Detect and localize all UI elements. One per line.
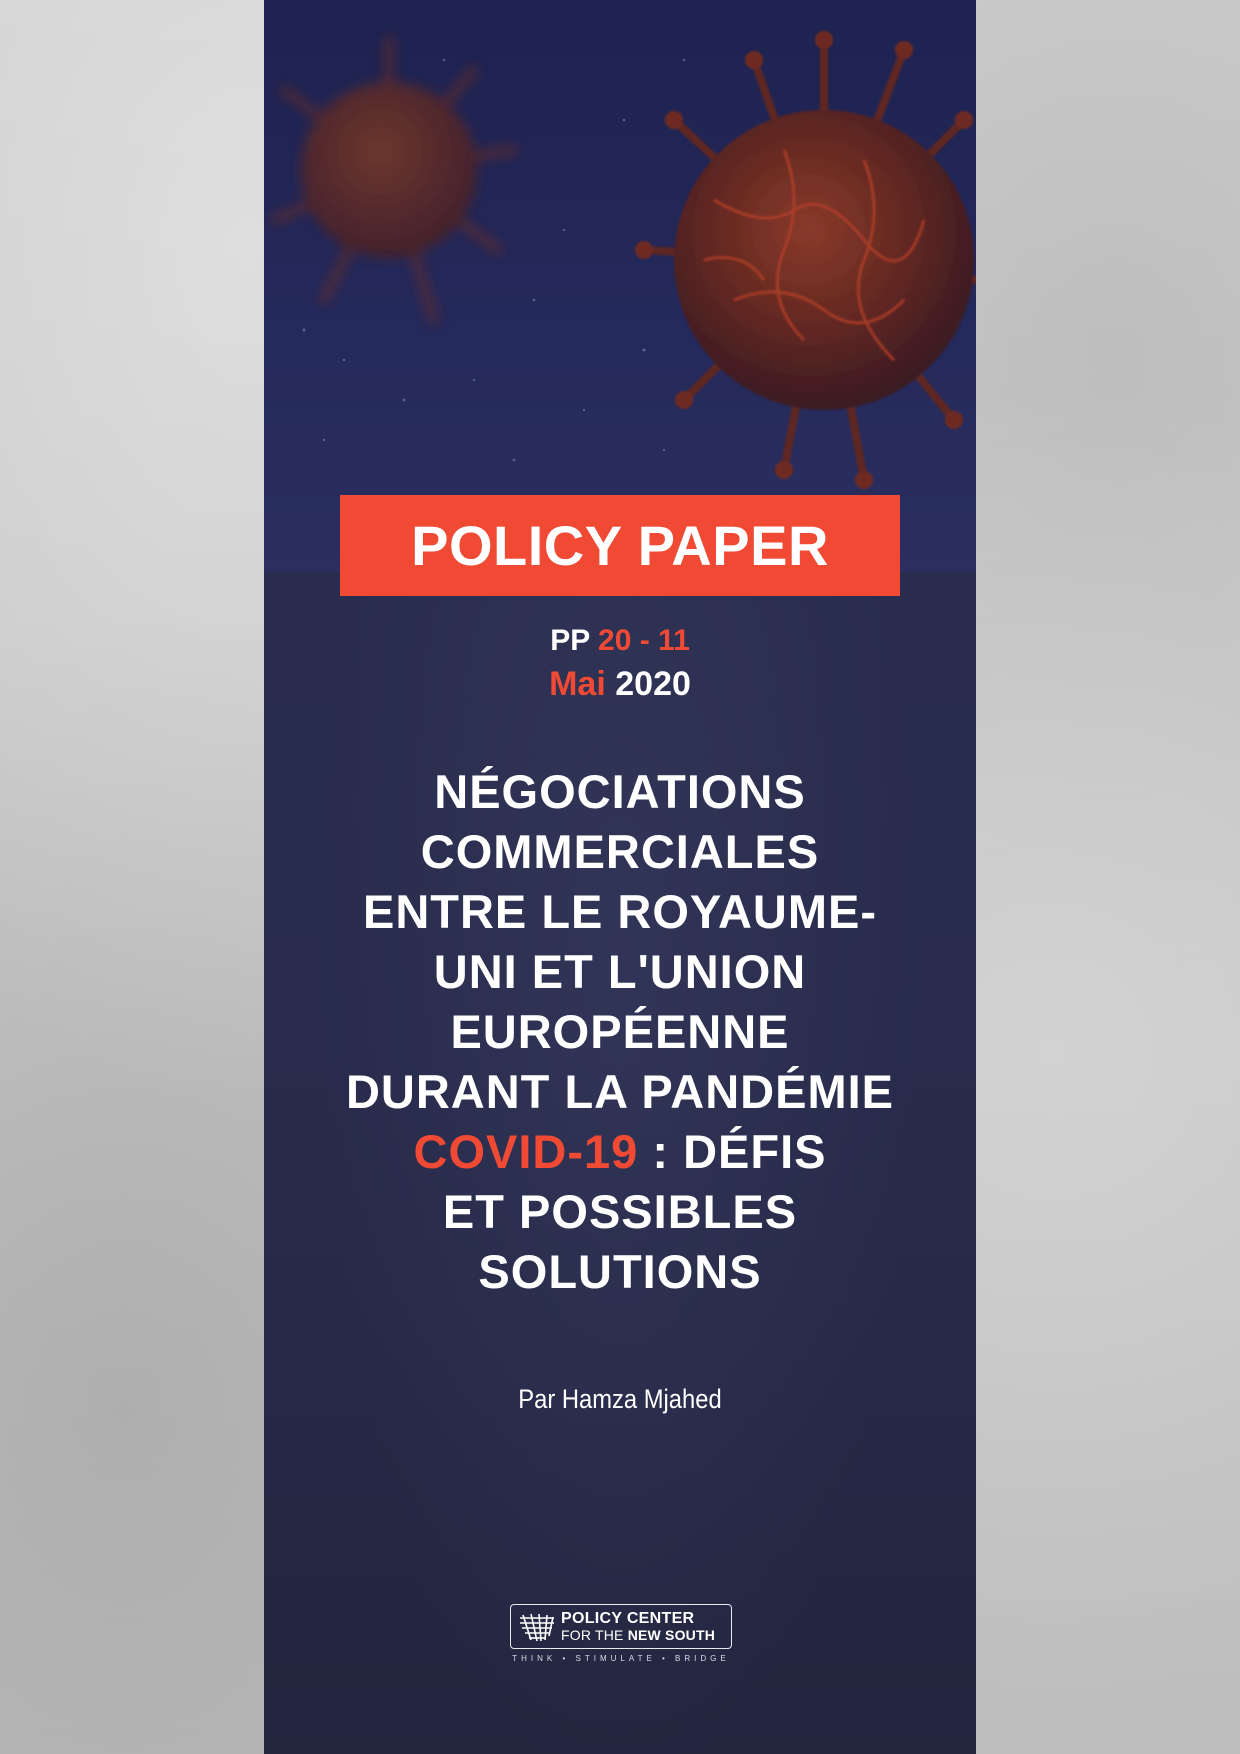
title-line: EUROPÉENNE [450, 1005, 790, 1058]
title-line-highlight [284, 1122, 956, 1182]
logo-line2-regular: FOR THE [561, 1627, 628, 1643]
title-line: COMMERCIALES [420, 825, 820, 878]
title-covid-highlight: COVID-19 [413, 1125, 639, 1178]
badge-label: POLICY PAPER [411, 514, 829, 577]
publication-date [264, 665, 976, 704]
title-line: DURANT LA PANDÉMIE [345, 1065, 895, 1118]
title-line: UNI ET L'UNION [433, 945, 807, 998]
policy-center-logo [510, 1604, 732, 1649]
author-byline: Par Hamza Mjahed [518, 1384, 722, 1414]
title-line: NÉGOCIATIONS [434, 765, 806, 818]
title-line: ENTRE LE ROYAUME- [362, 885, 878, 938]
globe-grid-icon [517, 1610, 557, 1644]
title-line: SOLUTIONS [478, 1245, 762, 1298]
virus-illustration [264, 0, 976, 572]
logo-wordmark [561, 1610, 715, 1643]
paper-code [264, 624, 976, 658]
logo-line1: POLICY CENTER [561, 1610, 695, 1627]
cover-panel [264, 0, 976, 1754]
policy-paper-badge [340, 495, 900, 596]
title-line: ET POSSIBLES [442, 1185, 798, 1238]
code-number: 20 - 11 [598, 624, 690, 657]
logo-line2-bold: NEW SOUTH [627, 1627, 716, 1643]
logo-tagline: THINK • STIMULATE • BRIDGE [512, 1654, 730, 1663]
title-after-highlight: : DÉFIS [638, 1125, 827, 1178]
code-prefix: PP [550, 624, 590, 657]
date-year: 2020 [615, 665, 691, 703]
paper-title [284, 762, 956, 1302]
date-month: Mai [549, 665, 606, 703]
logo-line2 [561, 1627, 715, 1643]
virus-hero-image [264, 0, 976, 572]
